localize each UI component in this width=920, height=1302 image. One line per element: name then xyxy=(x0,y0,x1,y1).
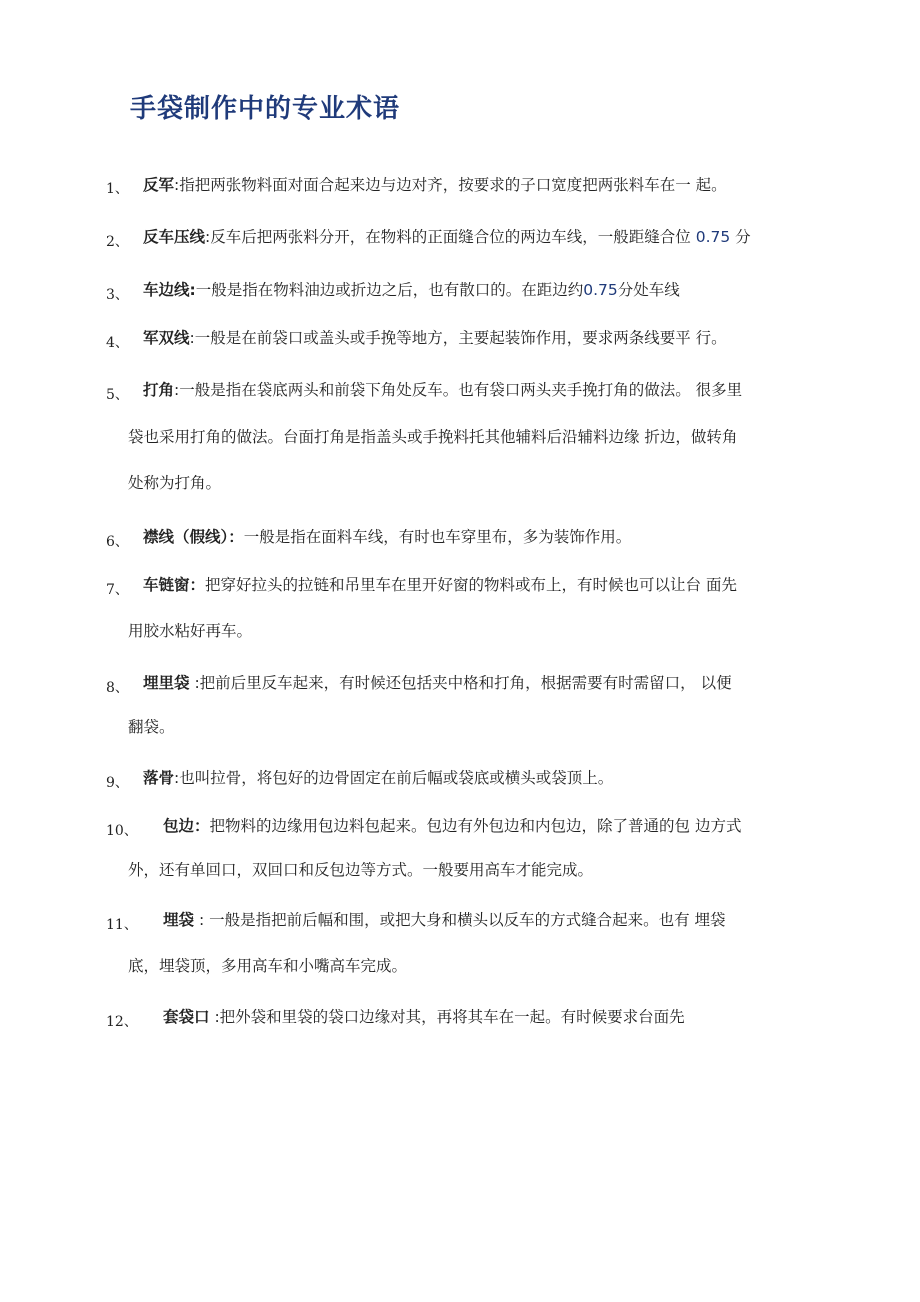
term-separator: : xyxy=(174,769,180,787)
item-number: 3、 xyxy=(106,287,129,303)
definition-continuation: 用胶水粘好再车。 xyxy=(128,622,253,640)
definition-continuation: 外，还有单回口，双回口和反包边等方式。一般要用高车才能完成。 xyxy=(128,861,594,879)
term-definition: 把外袋和里袋的袋口边缘对其，再将其车在一起。有时候要求台面先 xyxy=(219,1008,685,1026)
term-definition: 把物料的边缘用包边料包起来。包边有外包边和内包边，除了普通的包 边方式 xyxy=(209,817,742,835)
list-item xyxy=(143,379,742,401)
term-label: 打角 xyxy=(143,381,175,399)
term-separator: : xyxy=(174,381,180,399)
term-separator: : xyxy=(189,281,196,299)
term-definition: 一般是指在物料油边或折边之后，也有散口的。在距边约 xyxy=(195,281,584,299)
list-item xyxy=(143,672,732,694)
list-item xyxy=(163,1006,685,1028)
term-label: 车边线 xyxy=(143,281,190,299)
item-number: 10、 xyxy=(106,823,138,839)
item-number: 2、 xyxy=(106,234,129,250)
definition-continuation: 处称为打角。 xyxy=(128,474,222,492)
list-item xyxy=(163,815,741,837)
measure-value: 0.75 xyxy=(583,281,618,299)
measure-unit: 分 xyxy=(735,228,751,246)
item-number: 12、 xyxy=(106,1014,138,1030)
definition-continuation: 底，埋袋顶，多用高车和小嘴高车完成。 xyxy=(128,957,408,975)
term-definition: 指把两张物料面对面合起来边与边对齐，按要求的子口宽度把两张料车在一 起。 xyxy=(179,176,727,194)
term-label: 埋里袋 xyxy=(143,674,190,692)
item-number: 7、 xyxy=(106,582,129,598)
term-definition: 反车后把两张料分开，在物料的正面缝合位的两边车线，一般距缝合位 xyxy=(210,228,691,246)
term-label: 襟线（假线） xyxy=(143,528,229,546)
item-number: 11、 xyxy=(106,917,138,933)
term-separator: : xyxy=(174,176,180,194)
term-definition: 把前后里反车起来，有时候还包括夹中格和打角，根据需要有时需留口， 以便 xyxy=(199,674,732,692)
list-item xyxy=(143,279,680,301)
term-separator: : xyxy=(205,228,211,246)
term-label: 埋袋 xyxy=(163,911,195,929)
term-separator: : xyxy=(189,674,200,692)
item-number: 1、 xyxy=(106,181,129,197)
term-definition: 一般是在前袋口或盖头或手挽等地方，主要起装饰作用，要求两条线要平 行。 xyxy=(194,329,727,347)
item-number: 5、 xyxy=(106,387,129,403)
term-separator: : xyxy=(189,329,195,347)
list-item xyxy=(163,909,726,931)
term-separator: : xyxy=(194,911,205,929)
list-item xyxy=(143,574,737,596)
term-definition: 把穿好拉头的拉链和吊里车在里开好窗的物料或布上，有时候也可以让台 面先 xyxy=(205,576,737,594)
definition-continuation: 袋也采用打角的做法。台面打角是指盖头或手挽料托其他辅料后沿辅料边缘 折边，做转角 xyxy=(128,428,738,446)
item-number: 9、 xyxy=(106,775,129,791)
term-separator: ： xyxy=(189,576,206,594)
term-definition: 一般是指在面料车线，有时也车穿里布，多为装饰作用。 xyxy=(243,528,632,546)
list-item xyxy=(143,174,727,196)
item-number: 8、 xyxy=(106,680,129,696)
term-separator: : xyxy=(209,1008,220,1026)
term-separator: ： xyxy=(228,528,244,546)
measure-unit: 分处车线 xyxy=(617,281,680,299)
measure-value: 0.75 xyxy=(695,228,731,246)
list-item xyxy=(143,767,613,789)
term-label: 反军 xyxy=(143,176,175,194)
term-definition: 一般是指在袋底两头和前袋下角处反车。也有袋口两头夹手挽打角的做法。 很多里 xyxy=(179,381,743,399)
term-label: 反车压线 xyxy=(143,228,206,246)
term-label: 套袋口 xyxy=(163,1008,210,1026)
definition-continuation: 翻袋。 xyxy=(128,718,175,736)
list-item xyxy=(143,327,727,349)
term-definition: 一般是指把前后幅和围，或把大身和横头以反车的方式缝合起来。也有 埋袋 xyxy=(204,911,726,929)
term-label: 包边 xyxy=(163,817,195,835)
term-label: 车链窗 xyxy=(143,576,190,594)
term-separator: ： xyxy=(194,817,210,835)
page-title: 手袋制作中的专业术语 xyxy=(130,94,401,124)
list-item xyxy=(143,526,631,548)
term-label: 落骨 xyxy=(143,769,175,787)
item-number: 6、 xyxy=(106,534,129,550)
term-definition: 也叫拉骨，将包好的边骨固定在前后幅或袋底或横头或袋顶上。 xyxy=(179,769,614,787)
list-item xyxy=(143,226,751,248)
item-number: 4、 xyxy=(106,335,129,351)
term-label: 军双线 xyxy=(143,329,190,347)
